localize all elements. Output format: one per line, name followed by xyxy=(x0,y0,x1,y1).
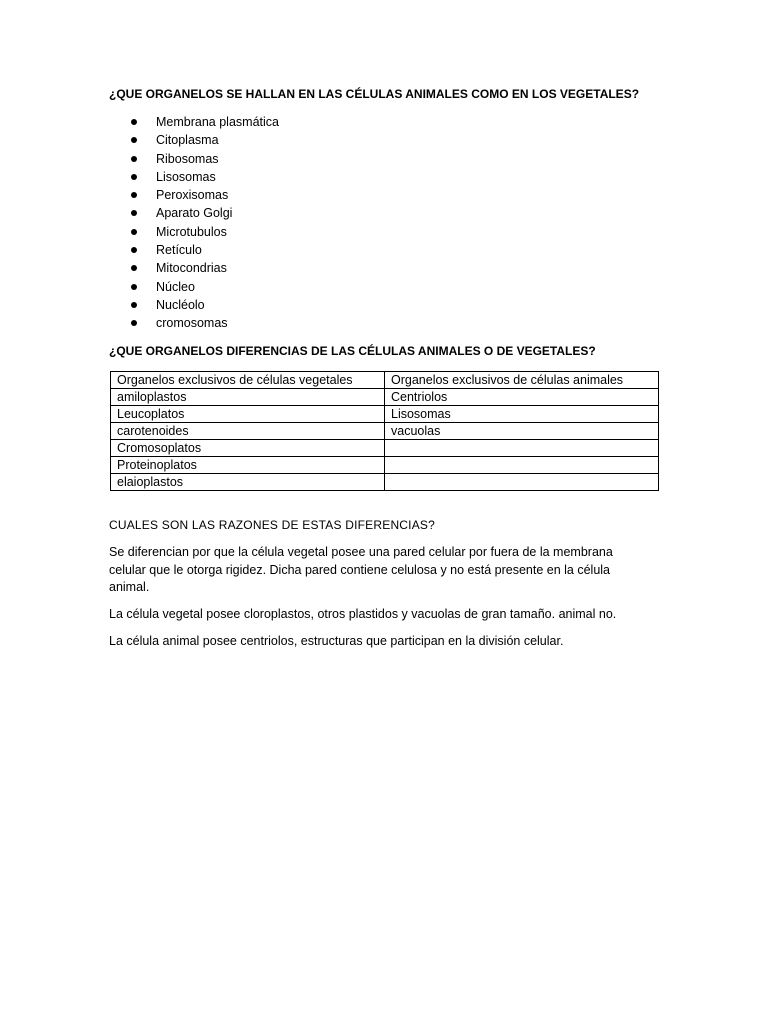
bullet-icon xyxy=(131,137,137,143)
table-row xyxy=(111,423,659,440)
bullet-icon xyxy=(131,156,137,162)
paragraph-cell-wall: Se diferencian por que la célula vegetal posee una pared celular por fuera de la membrana celular que le otorga rigidez. Dicha pared contiene celulosa y no está presente en la célula animal. xyxy=(109,545,613,594)
list-item-text: Aparato Golgi xyxy=(156,206,233,221)
exclusive-organelles-table xyxy=(110,371,659,491)
list-item-text: Nucléolo xyxy=(156,297,205,312)
plant-organelle-cell: elaioplastos xyxy=(111,474,385,491)
paragraph-chloroplasts: La célula vegetal posee cloroplastos, otros plastidos y vacuolas de gran tamaño. animal no. xyxy=(109,607,617,621)
plant-organelle-cell: Proteinoplatos xyxy=(111,457,385,474)
list-item-text: cromosomas xyxy=(156,316,228,331)
animal-organelle-cell: Lisosomas xyxy=(385,406,659,423)
table-row xyxy=(111,389,659,406)
bullet-icon xyxy=(131,192,137,198)
table-row xyxy=(111,457,659,474)
list-item-text: Ribosomas xyxy=(156,151,219,166)
question-1-heading: ¿QUE ORGANELOS SE HALLAN EN LAS CÉLULAS ANIMALES COMO EN LOS VEGETALES? xyxy=(109,87,640,101)
bullet-icon xyxy=(131,302,137,308)
plant-organelles-header: Organelos exclusivos de células vegetales xyxy=(111,372,385,389)
list-item-text: Mitocondrias xyxy=(156,261,227,276)
bullet-icon xyxy=(131,247,137,253)
question-2-heading: ¿QUE ORGANELOS DIFERENCIAS DE LAS CÉLULAS ANIMALES O DE VEGETALES? xyxy=(109,344,596,358)
animal-organelles-header: Organelos exclusivos de células animales xyxy=(385,372,659,389)
table-row xyxy=(111,440,659,457)
list-item-text: Peroxisomas xyxy=(156,188,229,203)
question-3-heading: CUALES SON LAS RAZONES DE ESTAS DIFERENCIAS? xyxy=(109,518,435,532)
animal-organelle-cell: Centriolos xyxy=(385,389,659,406)
animal-organelle-cell xyxy=(385,474,659,491)
animal-organelle-cell xyxy=(385,440,659,457)
bullet-icon xyxy=(131,229,137,235)
list-item-text: Núcleo xyxy=(156,279,195,294)
bullet-icon xyxy=(131,320,137,326)
bullet-icon xyxy=(131,174,137,180)
plant-organelle-cell: amiloplastos xyxy=(111,389,385,406)
plant-organelle-cell: carotenoides xyxy=(111,423,385,440)
table-header-row xyxy=(111,372,659,389)
bullet-icon xyxy=(131,119,137,125)
paragraph-centrioles: La célula animal posee centriolos, estructuras que participan en la división celular. xyxy=(109,634,564,648)
bullet-icon xyxy=(131,284,137,290)
list-item-text: Citoplasma xyxy=(156,133,219,148)
bullet-icon xyxy=(131,210,137,216)
animal-organelle-cell: vacuolas xyxy=(385,423,659,440)
table-row xyxy=(111,406,659,423)
bullet-icon xyxy=(131,265,137,271)
list-item-text: Retículo xyxy=(156,243,202,258)
plant-organelle-cell: Leucoplatos xyxy=(111,406,385,423)
list-item-text: Lisosomas xyxy=(156,169,216,184)
table-row xyxy=(111,474,659,491)
plant-organelle-cell: Cromosoplatos xyxy=(111,440,385,457)
list-item-text: Membrana plasmática xyxy=(156,115,279,129)
animal-organelle-cell xyxy=(385,457,659,474)
list-item-text: Microtubulos xyxy=(156,224,227,239)
